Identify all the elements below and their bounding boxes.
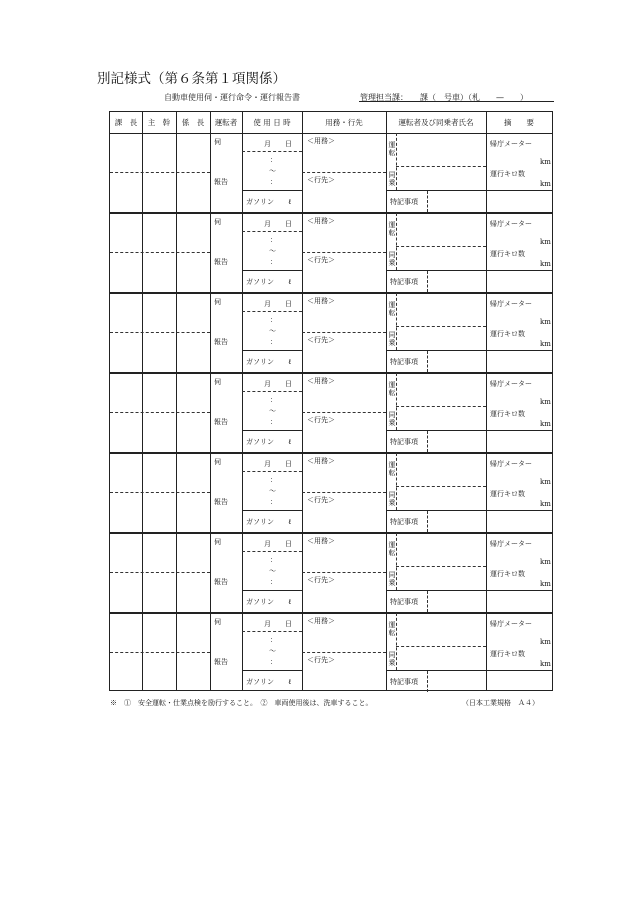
report-label: 報告 [214,578,228,586]
return-meter-label: 帰庁メーター [490,140,532,148]
gasoline-label: ガソリン ℓ [246,678,292,686]
special-dashed-divider [427,271,428,292]
inquiry-label: 伺 [214,378,221,386]
approval-dashed-line [110,332,210,333]
return-meter-label: 帰庁メーター [490,300,532,308]
header-subsection-chief: 係 長 [181,118,205,127]
business-label: ＜用務＞ [307,297,335,305]
passenger-label: 同乗 [388,251,396,267]
inquiry-label: 伺 [214,458,221,466]
gasoline-label: ガソリン ℓ [246,438,292,446]
km-unit: km [540,318,551,326]
time-colon-2: ： [270,338,277,346]
passenger-label: 同乗 [388,331,396,347]
report-label: 報告 [214,338,228,346]
names-dashed-line [396,326,486,327]
record-block [110,133,552,213]
return-meter-label: 帰庁メーター [490,220,532,228]
gasoline-line [242,350,302,351]
special-dashed-divider [427,351,428,372]
tilde-label: 〜 [269,487,276,495]
record-block [110,293,552,373]
time-colon-2: ： [270,178,277,186]
inquiry-label: 伺 [214,618,221,626]
time-colon-1: ： [270,316,277,324]
business-label: ＜用務＞ [307,217,335,225]
month-day-label: 月 日 [264,300,292,308]
manager-field[interactable]: 管理担当課： 課（ 号車）（札 — ） [360,93,528,102]
header-section-chief: 課 長 [114,118,138,127]
names-dashed-line [396,486,486,487]
return-meter-label: 帰庁メーター [490,540,532,548]
km-unit: km [540,180,551,188]
special-dashed-divider [427,431,428,452]
report-label: 報告 [214,178,228,186]
business-label: ＜用務＞ [307,457,335,465]
time-colon-1: ： [270,156,277,164]
gasoline-line [242,670,302,671]
names-dashed-divider [396,533,397,590]
distance-label: 運行キロ数 [490,410,525,418]
business-dashed-line [302,172,386,173]
approval-dashed-line [110,492,210,493]
names-dashed-line [396,246,486,247]
special-dashed-divider [427,671,428,692]
km-unit: km [540,340,551,348]
report-label: 報告 [214,258,228,266]
date-dashed-line [242,151,302,152]
time-colon-2: ： [270,578,277,586]
tilde-label: 〜 [269,647,276,655]
distance-label: 運行キロ数 [490,250,525,258]
return-meter-label: 帰庁メーター [490,460,532,468]
report-form-table [109,111,553,691]
km-unit: km [540,580,551,588]
time-colon-2: ： [270,498,277,506]
driver-label: 運転 [388,541,396,557]
driver-label: 運転 [388,461,396,477]
special-notes-label: 特記事項 [390,278,418,286]
approval-dashed-line [110,172,210,173]
business-dashed-line [302,652,386,653]
special-notes-label: 特記事項 [390,198,418,206]
month-day-label: 月 日 [264,460,292,468]
business-label: ＜用務＞ [307,377,335,385]
inquiry-label: 伺 [214,538,221,546]
date-dashed-line [242,391,302,392]
special-dashed-divider [427,511,428,532]
special-notes-line [386,190,552,191]
names-dashed-divider [396,453,397,510]
business-label: ＜用務＞ [307,537,335,545]
km-unit: km [540,158,551,166]
header-business-destination: 用務・行先 [325,118,363,127]
distance-label: 運行キロ数 [490,330,525,338]
approval-dashed-line [110,412,210,413]
time-colon-2: ： [270,418,277,426]
distance-label: 運行キロ数 [490,650,525,658]
record-block [110,533,552,613]
special-dashed-divider [427,591,428,612]
names-dashed-divider [396,373,397,430]
inquiry-label: 伺 [214,138,221,146]
time-colon-1: ： [270,636,277,644]
business-dashed-line [302,332,386,333]
distance-label: 運行キロ数 [490,570,525,578]
distance-label: 運行キロ数 [490,490,525,498]
passenger-label: 同乗 [388,411,396,427]
gasoline-label: ガソリン ℓ [246,198,292,206]
special-notes-line [386,350,552,351]
approval-dashed-line [110,652,210,653]
date-dashed-line [242,631,302,632]
inquiry-label: 伺 [214,298,221,306]
business-dashed-line [302,412,386,413]
gasoline-line [242,430,302,431]
names-dashed-divider [396,213,397,270]
time-colon-1: ： [270,556,277,564]
footer-paper-size: （日本工業規格 Ａ４） [462,699,539,707]
tilde-label: 〜 [269,567,276,575]
business-dashed-line [302,252,386,253]
km-unit: km [540,500,551,508]
driver-label: 運転 [388,141,396,157]
driver-label: 運転 [388,381,396,397]
special-notes-line [386,510,552,511]
gasoline-label: ガソリン ℓ [246,358,292,366]
record-block [110,453,552,533]
passenger-label: 同乗 [388,491,396,507]
time-colon-1: ： [270,476,277,484]
km-unit: km [540,660,551,668]
header-remarks: 摘 要 [504,118,534,127]
destination-label: ＜行先＞ [307,176,335,184]
business-label: ＜用務＞ [307,617,335,625]
special-notes-line [386,430,552,431]
km-unit: km [540,238,551,246]
month-day-label: 月 日 [264,620,292,628]
footer-note: ※ ① 安全運転・仕業点検を励行すること。 ② 車両使用後は、洗車すること。 [110,699,373,707]
names-dashed-line [396,566,486,567]
driver-label: 運転 [388,221,396,237]
report-label: 報告 [214,658,228,666]
return-meter-label: 帰庁メーター [490,620,532,628]
km-unit: km [540,398,551,406]
time-colon-2: ： [270,258,277,266]
header-chief-officer: 主 幹 [147,118,171,127]
special-notes-line [386,270,552,271]
names-dashed-line [396,166,486,167]
km-unit: km [540,638,551,646]
time-colon-1: ： [270,236,277,244]
record-block [110,613,552,693]
report-label: 報告 [214,498,228,506]
gasoline-label: ガソリン ℓ [246,598,292,606]
gasoline-line [242,510,302,511]
gasoline-line [242,270,302,271]
names-dashed-divider [396,293,397,350]
passenger-label: 同乗 [388,651,396,667]
passenger-label: 同乗 [388,171,396,187]
header-usage-datetime: 使 用 日 時 [253,118,291,127]
month-day-label: 月 日 [264,220,292,228]
record-block [110,213,552,293]
special-dashed-divider [427,191,428,212]
km-unit: km [540,558,551,566]
header-driver: 運転者 [214,118,238,127]
names-dashed-line [396,646,486,647]
time-colon-1: ： [270,396,277,404]
names-dashed-line [396,406,486,407]
names-dashed-divider [396,613,397,670]
special-notes-label: 特記事項 [390,358,418,366]
destination-label: ＜行先＞ [307,336,335,344]
month-day-label: 月 日 [264,540,292,548]
business-dashed-line [302,572,386,573]
tilde-label: 〜 [269,247,276,255]
month-day-label: 月 日 [264,380,292,388]
special-notes-label: 特記事項 [390,678,418,686]
driver-label: 運転 [388,621,396,637]
return-meter-label: 帰庁メーター [490,380,532,388]
header-driver-passenger-names: 運転者及び同乗者氏名 [398,118,474,127]
driver-label: 運転 [388,301,396,317]
time-colon-2: ： [270,658,277,666]
page-title: 別記様式（第６条第１項関係） [97,71,286,87]
special-notes-line [386,670,552,671]
business-dashed-line [302,492,386,493]
special-notes-line [386,590,552,591]
names-dashed-divider [396,133,397,190]
tilde-label: 〜 [269,327,276,335]
date-dashed-line [242,471,302,472]
km-unit: km [540,260,551,268]
manager-underline [359,101,554,102]
month-day-label: 月 日 [264,140,292,148]
destination-label: ＜行先＞ [307,416,335,424]
special-notes-label: 特記事項 [390,518,418,526]
distance-label: 運行キロ数 [490,170,525,178]
form-subtitle: 自動車使用伺・運行命令・運行報告書 [164,93,300,102]
tilde-label: 〜 [269,167,276,175]
gasoline-line [242,190,302,191]
km-unit: km [540,478,551,486]
destination-label: ＜行先＞ [307,496,335,504]
date-dashed-line [242,551,302,552]
gasoline-label: ガソリン ℓ [246,518,292,526]
inquiry-label: 伺 [214,218,221,226]
special-notes-label: 特記事項 [390,438,418,446]
tilde-label: 〜 [269,407,276,415]
report-label: 報告 [214,418,228,426]
record-block [110,373,552,453]
gasoline-line [242,590,302,591]
passenger-label: 同乗 [388,571,396,587]
destination-label: ＜行先＞ [307,656,335,664]
special-notes-label: 特記事項 [390,598,418,606]
approval-dashed-line [110,252,210,253]
date-dashed-line [242,231,302,232]
destination-label: ＜行先＞ [307,576,335,584]
km-unit: km [540,420,551,428]
destination-label: ＜行先＞ [307,256,335,264]
gasoline-label: ガソリン ℓ [246,278,292,286]
date-dashed-line [242,311,302,312]
approval-dashed-line [110,572,210,573]
business-label: ＜用務＞ [307,137,335,145]
